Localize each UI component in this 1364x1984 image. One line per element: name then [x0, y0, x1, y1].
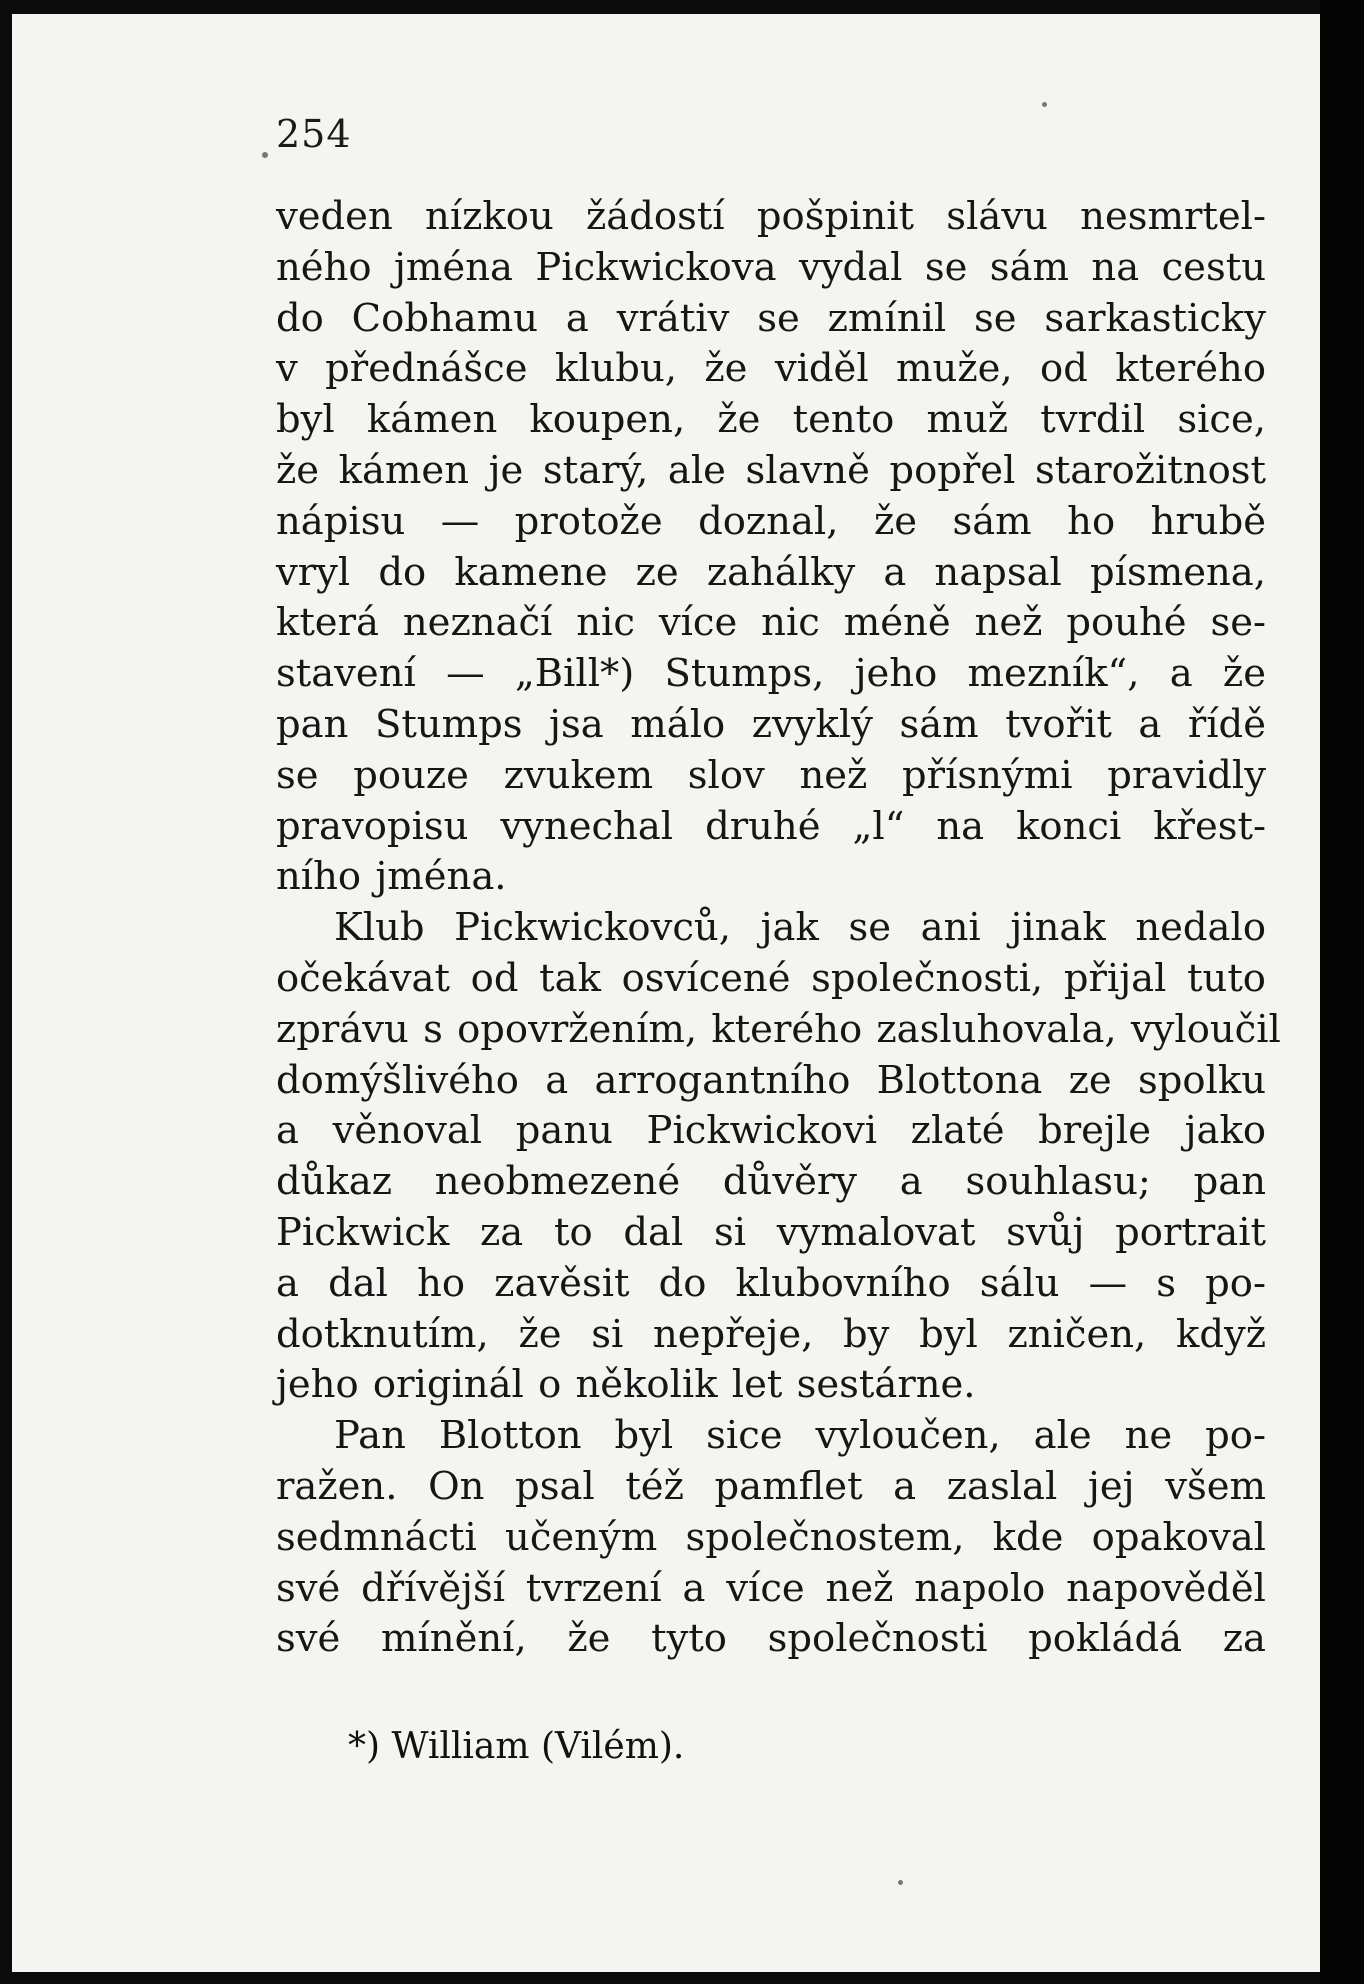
text-line: že kámen je starý, ale slavně popřel starožitnost	[276, 447, 1266, 493]
text-line: zprávu s opovržením, kterého zasluhovala, vyloučil	[276, 1006, 1281, 1052]
paragraph-start-line: Klub Pickwickovců, jak se ani jinak nedalo	[334, 905, 1266, 951]
paragraph-start-line: Pan Blotton byl sice vyloučen, ale ne po-	[334, 1413, 1266, 1459]
text-line: a dal ho zavěsit do klubovního sálu — s po-	[276, 1260, 1266, 1306]
text-line: nápisu — protože doznal, že sám ho hrubě	[276, 498, 1266, 544]
text-line: pravopisu vynechal druhé „l“ na konci křest-	[276, 803, 1266, 849]
dust-speck	[1042, 102, 1047, 107]
text-line: jeho originál o několik let sestárne.	[276, 1362, 976, 1408]
page-number: 254	[276, 112, 352, 156]
text-line: která neznačí nic více nic méně než pouhé se-	[276, 600, 1266, 646]
text-line: veden nízkou žádostí pošpinit slávu nesmrtel-	[276, 194, 1266, 239]
text-line: důkaz neobmezené důvěry a souhlasu; pan	[276, 1159, 1266, 1205]
text-line: své mínění, že tyto společnosti pokládá za	[276, 1616, 1266, 1662]
text-line: očekávat od tak osvícené společnosti, přijal tuto	[276, 955, 1266, 1001]
text-line: ného jména Pickwickova vydal se sám na cestu	[276, 244, 1266, 290]
text-line: a věnoval panu Pickwickovi zlaté brejle jako	[276, 1108, 1266, 1154]
text-line: do Cobhamu a vrátiv se zmínil se sarkasticky	[276, 295, 1266, 341]
text-line: ražen. On psal též pamflet a zaslal jej všem	[276, 1463, 1266, 1509]
dust-speck	[262, 152, 268, 158]
text-line: v přednášce klubu, že viděl muže, od kterého	[276, 346, 1266, 392]
text-line: dotknutím, že si nepřeje, by byl zničen, když	[276, 1311, 1266, 1357]
text-line: sedmnácti učeným společnostem, kde opakoval	[276, 1514, 1266, 1560]
book-page	[12, 14, 1320, 1972]
footnote: *) William (Vilém).	[348, 1726, 685, 1767]
text-line: vryl do kamene ze zahálky a napsal písmena,	[276, 549, 1266, 595]
text-line: byl kámen koupen, že tento muž tvrdil sice,	[276, 397, 1266, 443]
text-line: své dřívější tvrzení a více než napolo napověděl	[276, 1565, 1266, 1611]
text-line: Pickwick za to dal si vymalovat svůj portrait	[276, 1209, 1266, 1255]
body-text	[276, 192, 1281, 1665]
text-line: domýšlivého a arrogantního Blottona ze spolku	[276, 1057, 1266, 1103]
text-line: ního jména.	[276, 854, 507, 900]
text-line: se pouze zvukem slov než přísnými pravidly	[276, 752, 1266, 798]
text-line: stavení — „Bill*) Stumps, jeho mezník“, a že	[276, 651, 1266, 697]
scan-border	[1320, 0, 1364, 1984]
text-line: pan Stumps jsa málo zvyklý sám tvořit a řídě	[276, 701, 1266, 747]
dust-speck	[898, 1880, 903, 1885]
